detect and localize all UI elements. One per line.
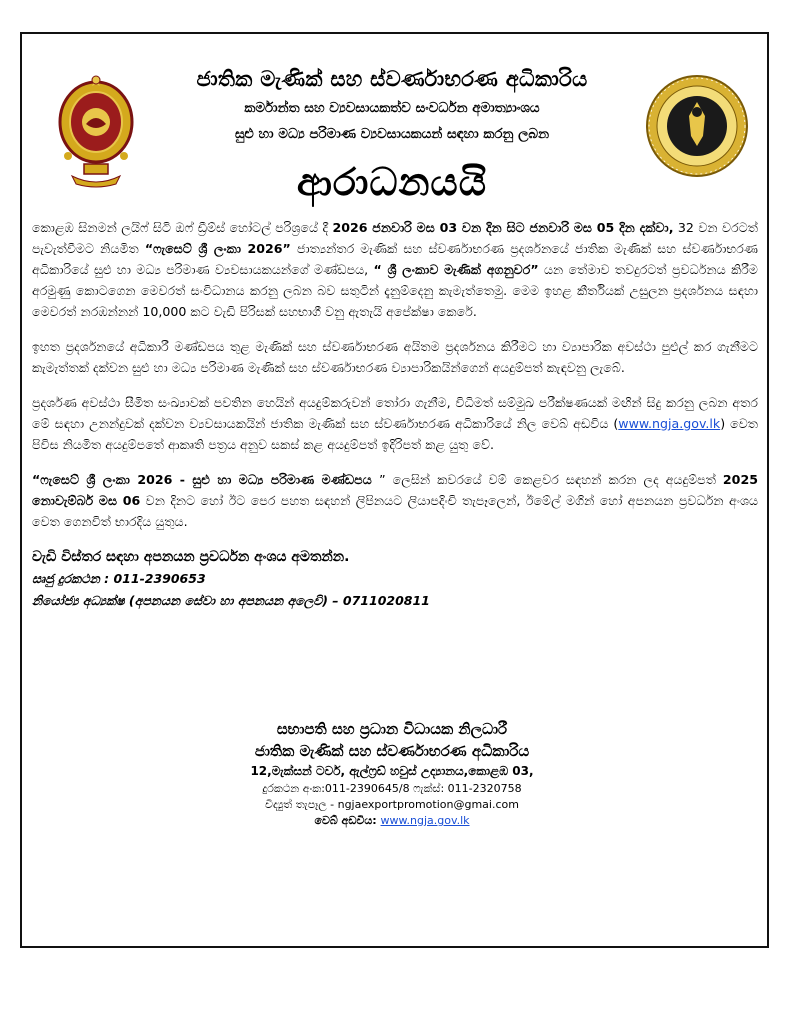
sri-lanka-emblem-icon [54, 72, 138, 188]
contact-heading: වැඩි විස්තර සඳහා අපනයන ප්‍රවර්ධන අංශය අමතන්න. [32, 549, 350, 565]
document-frame [20, 32, 769, 948]
signature-block [132, 718, 652, 829]
ngja-seal-icon [645, 74, 749, 178]
organization-title: ජාතික මැණික් සහ ස්වර්ණාභරණ අධිකාරිය [196, 67, 588, 91]
paragraph-event-intro: කොළඹ සිනමන් ලයිෆ් සිටි ඔෆ් ඩ්‍රීම්ස් හෝටල් පරිශ්‍රයේ දී 2026 ජනවාරි මස 03 වන දින සිට ජනවාරි මස 05 දින දක්වා, 32 වන වරටත් පැවැත්වීමට නියමිත “ෆැසෙට් ශ්‍රී ලංකා 2026” ජාත්‍යන්තර මැණික් සහ ස්වර්ණාභරණ ප්‍රදර්ශනයේ ජාතික මැණික් සහ ස්වර්ණාභරණ අධිකාරියේ සුළු හා මධ්‍ය පරිමාණ ව්‍යවසායකයන්ගේ මණ්ඩපය, “ ශ්‍රී ලංකාව මැණික් අගනුවර” යන තේමාව තවදුරටත් ප්‍රවර්ධනය කිරීම අරමුණු කොටගෙන මෙවරත් සංවිධානය කරනු ලබන බව සතුටින් දැනුම්දෙනු කැමැත්තෙමු. මෙම ඉහළ කීර්තියක් උසුලන ප්‍රදර්ශනය සඳහා මෙවරත් නරඹන්නන් 10,000 කට වැඩි පිරිසක් සහභාගී වනු ඇතැයි අපේක්ෂා කෙරේ. [32, 220, 758, 319]
phone-fax: දුරකථන අංක:011-2390645/8 ෆැක්ස්: 011-2320758 [262, 782, 522, 795]
signatory-title: සභාපති සහ ප්‍රධාන විධායක නිලධාරී [276, 720, 508, 738]
signatory-organization: ජාතික මැණික් සහ ස්වර්ණාභරණ අධිකාරිය [254, 742, 530, 760]
ministry-name: කර්මාන්ත සහ ව්‍යවසායකත්ව සංවර්ධන අමාත්‍යාංශය [244, 100, 540, 116]
contact-phone: සෘජු දුරකථන : 011-2390653 [32, 571, 206, 586]
letterhead [22, 34, 767, 244]
body-text [32, 217, 758, 612]
email: විද්‍යුත් තැපෑල - ngjaexportpromotion@gmai.com [265, 798, 519, 811]
page-title: ආරාධනයයි [296, 160, 488, 204]
website: වෙබ් අඩවිය: www.ngja.gov.lk [314, 814, 470, 827]
paragraph-submission-deadline: “ෆැසෙට් ශ්‍රී ලංකා 2026 - සුළු හා මධ්‍ය පරිමාණ මණ්ඩපය ” ලෙසින් කවරයේ වම් කෙළවර සඳහන් කරන ලද අයදුම්පත් 2025 නොවැම්බර් මස 06 වන දිනට හෝ ඊට පෙර පහත සඳහන් ලිපිනයට ලියාපදිංචි තැපෑලෙන්, ඊමේල් මගින් හෝ අපනයන ප්‍රවර්ධන අංශය වෙත ගෙනවිත් භාරදිය යුතුය. [32, 472, 758, 529]
contact-deputy-director: නියෝජ්‍ය අධ්‍යක්ෂ (අපනයන සේවා හා අපනයන අලෙවි) – 0711020811 [32, 593, 430, 608]
division-subtitle: සුළු හා මධ්‍ය පරිමාණ ව්‍යවසායකයන් සඳහා කරනු ලබන [234, 126, 550, 142]
paragraph-call-for-applications: ඉහත ප්‍රදර්ශනයේ අධිකාරී මණ්ඩපය තුළ මැණික් සහ ස්වර්ණාභරණ අයිතම ප්‍රදර්ශනය කිරීමට හා ව්‍යාපාරික අවස්ථා පුළුල් කර ගැනීමට කැමැත්තක් දක්වන සුළු හා මධ්‍ය පරිමාණ මැණික් සහ ස්වර්ණාභරණ ව්‍යාපාරිකයින්ගෙන් අයදුම්පත් කැඳවනු ලැබේ. [32, 339, 758, 375]
contact-info [32, 546, 758, 612]
address: 12,මැක්සන් ටවර්, ඇල්ෆ්‍රඩ් හවුස් උද්‍යානය,කොළඹ 03, [250, 764, 534, 778]
website-link[interactable]: www.ngja.gov.lk [618, 416, 721, 431]
footer-website-link[interactable]: www.ngja.gov.lk [380, 814, 470, 827]
paragraph-selection-process: ප්‍රදර්ශණ අවස්ථා සීමිත සංඛ්‍යාවක් පවතින හෙයින් අයදුම්කරුවන් තෝරා ගැනීම, විධිමත් සම්මුඛ පරීක්ෂණයක් මඟින් සිදු කරනු ලබන අතර මේ සඳහා උනන්දුවක් දක්වන ව්‍යවසායකයින් ජාතික මැණික් සහ ස්වර්ණාභරණ අධිකාරියේ නිල වෙබ් අඩවිය (www.ngja.gov.lk) වෙත පිවිස නියමිත අයදුම්පතේ ආකෘති පත්‍රය අනුව සකස් කළ අයදුම්පත් ඉදිරිපත් කළ යුතු වේ. [32, 395, 758, 452]
